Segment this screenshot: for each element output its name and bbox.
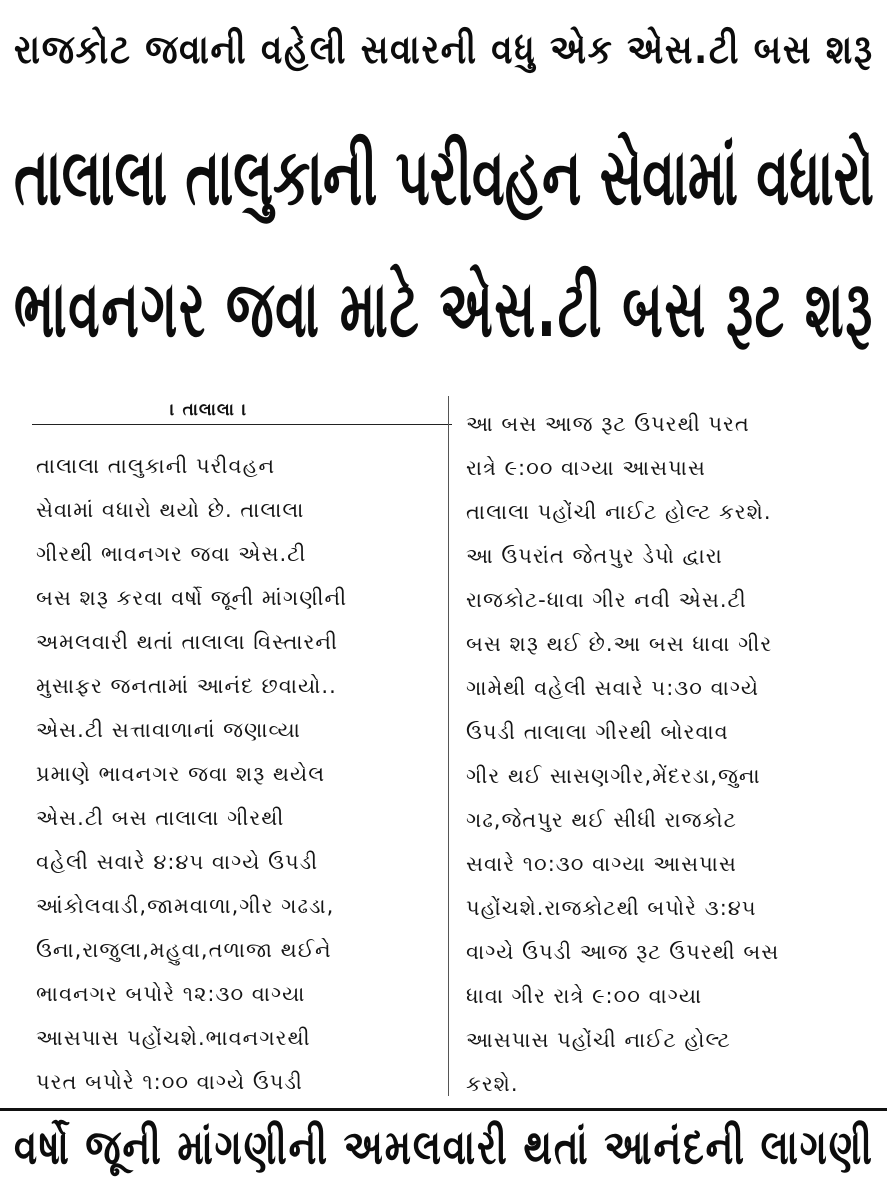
footer-headline: વર્ષો જૂની માંગણીની અમલવારી થતાં આનંદની લાગણી [13,1120,874,1176]
article-line: પરત બપોરે ૧:૦૦ વાગ્યે ઉપડી [36,1070,303,1094]
article-line: ઉના,રાજુલા,મહુવા,તળાજા થઈને [36,938,332,962]
article-line: એસ.ટી બસ તાલાલા ગીરથી [36,806,285,830]
column-divider [448,396,449,1096]
article-line: આ બસ આજ રૂટ ઉપરથી પરત [466,412,750,436]
article-line: સવારે ૧૦:૩૦ વાગ્યા આસપાસ [466,852,737,876]
kicker-headline: રાજકોટ જવાની વહેલી સવારની વધુ એક એસ.ટી બસ શરૂ [13,27,874,73]
article-line: સેવામાં વધારો થયો છે. તાલાલા [36,498,305,522]
article-line: અમલવારી થતાં તાલાલા વિસ્તારની [36,630,339,654]
article-line: આંકોલવાડી,જામવાળા,ગીર ગઢડા, [36,894,335,918]
article-line: આસપાસ પહોંચી નાઈટ હોલ્ટ [466,1028,731,1052]
article-line: ધાવા ગીર રાત્રે ૯:૦૦ વાગ્યા [466,984,703,1008]
article-line: રાત્રે ૯:૦૦ વાગ્યા આસપાસ [466,456,706,480]
article-line: આ ઉપરાંત જેતપુર ડેપો દ્વારા [466,544,723,568]
article-line: બસ શરૂ થઈ છે.આ બસ ધાવા ગીર [466,632,773,656]
article-line: ભાવનગર બપોરે ૧૨:૩૦ વાગ્યા [36,982,306,1006]
article-line: બસ શરૂ કરવા વર્ષો જૂની માંગણીની [36,586,348,610]
dateline-rule [32,424,452,425]
main-headline-line-1: તાલાલા તાલુકાની પરીવહન સેવામાં વધારો [13,131,874,224]
article-line: વાગ્યે ઉપડી આજ રૂટ ઉપરથી બસ [466,940,780,964]
article-line: રાજકોટ-ધાવા ગીર નવી એસ.ટી [466,588,747,612]
article-line: પ્રમાણે ભાવનગર જવા શરૂ થયેલ [36,762,326,786]
article-line: ગામેથી વહેલી સવારે ૫:૩૦ વાગ્યે [466,676,760,700]
article-line: તાલાલા તાલુકાની પરીવહન [36,454,276,478]
footer-rule [0,1108,887,1111]
article-line: ગઢ,જેતપુર થઈ સીધી રાજકોટ [466,808,737,832]
article-line: તાલાલા પહોંચી નાઈટ હોલ્ટ કરશે. [466,500,772,524]
article-line: વહેલી સવારે ૪:૪૫ વાગ્યે ઉપડી [36,850,319,874]
article-line: કરશે. [466,1072,519,1096]
article-line: ગીરથી ભાવનગર જવા એસ.ટી [36,542,307,566]
main-headline-line-2: ભાવનગર જવા માટે એસ.ટી બસ રૂટ શરૂ [13,263,874,356]
article-line: એસ.ટી સત્તાવાળાનાં જણાવ્યા [36,718,301,742]
dateline: । તાલાલા । [170,400,248,420]
article-line: ગીર થઈ સાસણગીર,મેંદરડા,જુના [466,764,761,788]
article-line: પહોંચશે.રાજકોટથી બપોરે ૩:૪૫ [466,896,757,920]
article-line: મુસાફર જનતામાં આનંદ છવાયો.. [36,674,337,698]
article-line: ઉપડી તાલાલા ગીરથી બોરવાવ [466,720,729,744]
article-line: આસપાસ પહોંચશે.ભાવનગરથી [36,1026,311,1050]
